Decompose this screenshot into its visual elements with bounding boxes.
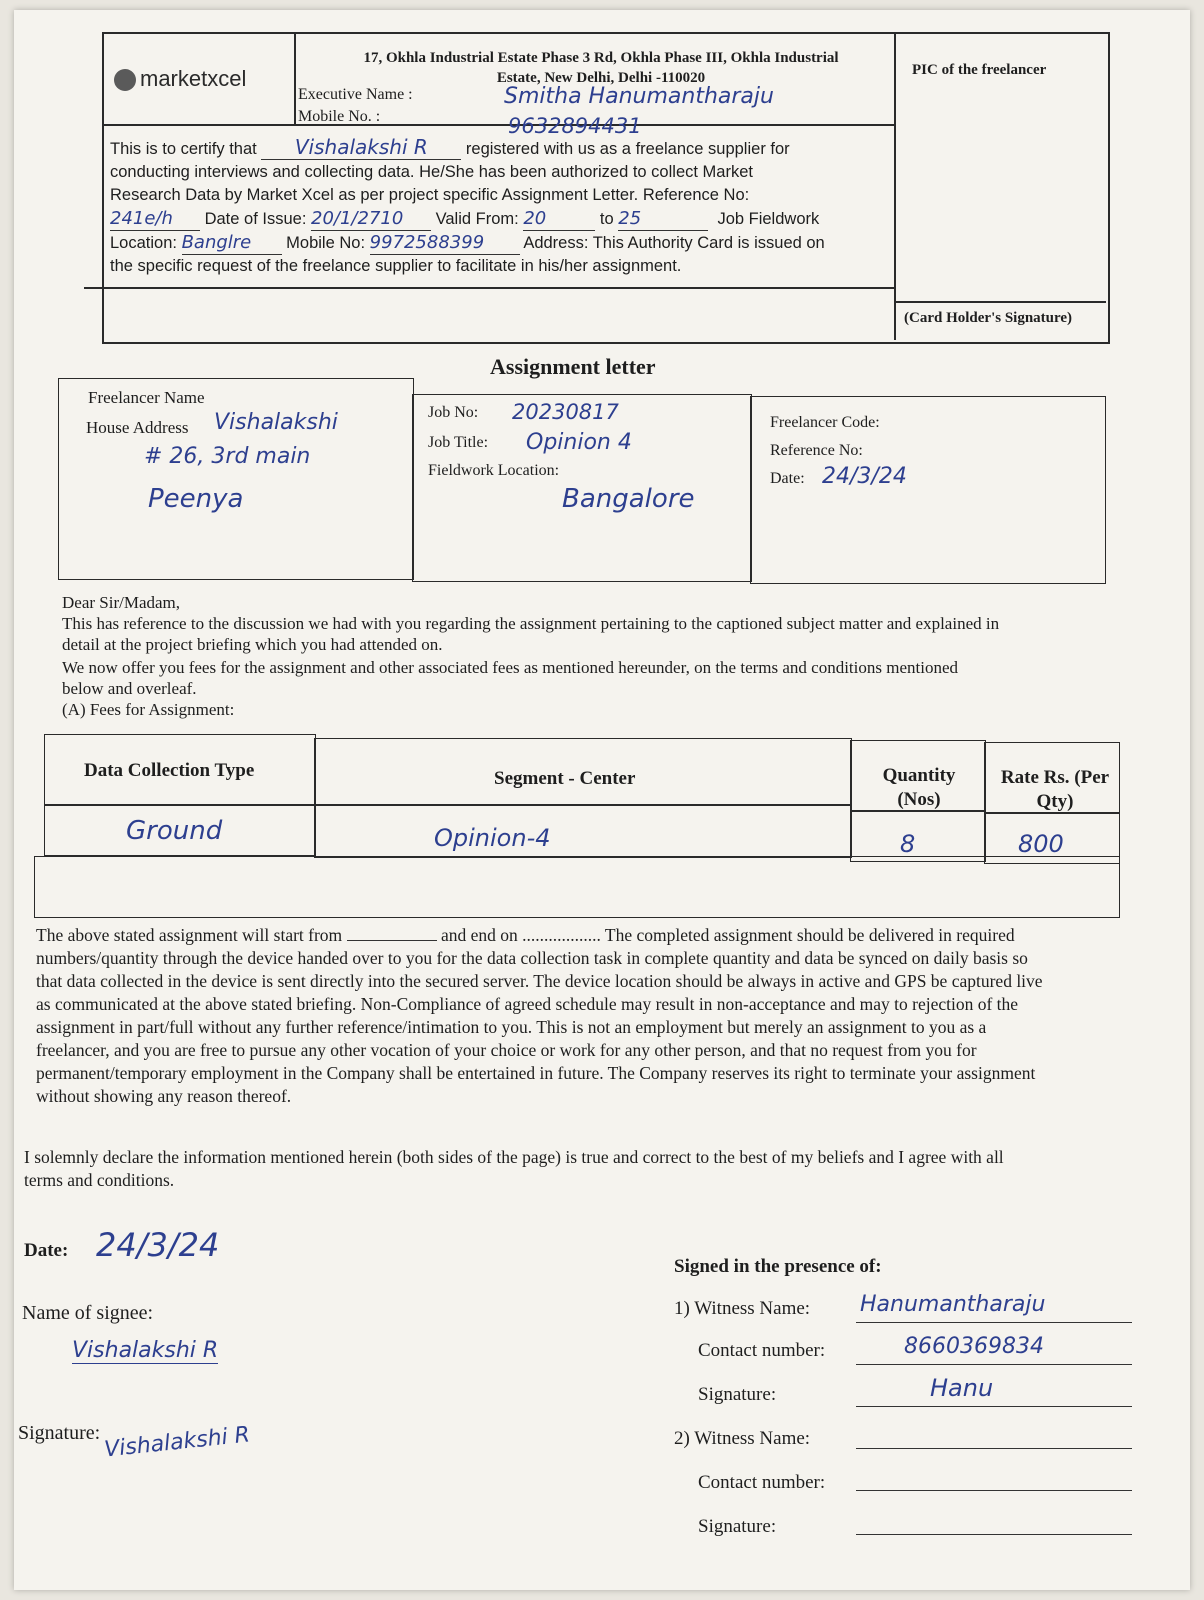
assignment-title: Assignment letter <box>490 354 656 379</box>
certified-name: Vishalakshi R <box>261 136 461 160</box>
signoff-date-label: Date: <box>24 1240 69 1261</box>
witness2-contact-label: Contact number: <box>698 1472 826 1493</box>
company-address: 17, Okhla Industrial Estate Phase 3 Rd, Okhla Phase III, Okhla Industrial Estate, New Delhi, Delhi -110020 <box>363 50 839 86</box>
witness2-name-label: 2) Witness Name: <box>674 1428 811 1449</box>
certificate-text: This is to certify that Vishalakshi R registered with us as a freelance supplier for conducting interviews and collecting data. He/She has been authorized to collect Market Research Data by Market Xcel as per project specific Assignment Letter. Reference No: 241e/h Date of Issue: 20/1/2710 Valid From: 20 to 25 Job Fieldwork Location: Banglre Mobile No: 9972588399 Address: This Authority Card is issued on the specific request of the freelance supplier to facilitate in his/her assignment. <box>110 135 825 275</box>
address-value-line1: # 26, 3rd main <box>144 444 311 469</box>
cell-segment-center: Opinion-4 <box>434 824 551 852</box>
header-segment-center: Segment - Center <box>494 768 636 789</box>
declaration: I solemnly declare the information mentioned herein (both sides of the page) is true and correct to the best of my beliefs and I agree with all terms and conditions. <box>24 1147 1004 1190</box>
signature-label: Signature: <box>18 1422 101 1444</box>
house-address-label: House Address <box>86 418 189 437</box>
freelancer-code-label: Freelancer Code: <box>770 414 880 431</box>
cert-mobile-value: 9972588399 <box>370 231 520 255</box>
exec-name-label: Executive Name : <box>298 86 413 103</box>
exec-name-value: Smitha Hanumantharaju <box>504 84 774 109</box>
document-page <box>14 10 1190 1590</box>
fees-table <box>34 734 1118 918</box>
cell-rate: 800 <box>1018 830 1064 858</box>
header-quantity: Quantity (Nos) <box>882 765 956 810</box>
job-no-label: Job No: <box>428 404 479 421</box>
valid-from-value: 20 <box>523 207 595 231</box>
witness1-contact-label: Contact number: <box>698 1340 826 1361</box>
date-of-issue-value: 20/1/2710 <box>311 207 431 231</box>
signoff-date-value: 24/3/24 <box>96 1226 220 1264</box>
cell-quantity: 8 <box>900 830 916 858</box>
witness2-signature-label: Signature: <box>698 1516 777 1537</box>
freelancer-cell <box>58 378 414 580</box>
header-rate: Rate Rs. (Per Qty) <box>1000 767 1110 812</box>
signee-label: Name of signee: <box>22 1302 154 1324</box>
date-label: Date: <box>770 470 805 487</box>
witness1-name-label: 1) Witness Name: <box>674 1298 811 1319</box>
witness1-signature-label: Signature: <box>698 1384 777 1405</box>
letter-body: Dear Sir/Madam, This has reference to the discussion we had with you regarding the assignment pertaining to the captioned subject matter and explained in detail at the project briefing which you had attended on. We now offer you fees for the assignment and other associated fees as mentioned hereunder, on the terms and conditions mentioned below and overleaf. (A) Fees for Assignment: <box>62 593 1000 719</box>
witness1-name-value: Hanumantharaju <box>860 1292 1046 1317</box>
signee-value: Vishalakshi R <box>72 1338 219 1363</box>
card-signature-label: (Card Holder's Signature) <box>904 310 1073 326</box>
date-value: 24/3/24 <box>822 464 907 489</box>
mobile-value: 9632894431 <box>508 114 642 138</box>
company-logo: marketxcel <box>114 66 246 92</box>
fieldwork-label: Fieldwork Location: <box>428 462 560 479</box>
reference-value: 241e/h <box>110 207 200 231</box>
mobile-label: Mobile No. : <box>298 108 381 125</box>
location-value: Banglre <box>182 231 282 255</box>
witness1-contact-value: 8660369834 <box>904 1334 1044 1359</box>
job-no-value: 20230817 <box>512 400 619 424</box>
cell-data-collection-type: Ground <box>126 816 223 846</box>
witness1-signature: Hanu <box>930 1374 994 1402</box>
reference-label: Reference No: <box>770 442 863 459</box>
freelancer-name-label: Freelancer Name <box>88 388 205 407</box>
freelancer-name-value: Vishalakshi <box>214 410 338 435</box>
job-title-value: Opinion 4 <box>526 430 632 455</box>
header-data-collection-type: Data Collection Type <box>84 760 255 781</box>
presence-label: Signed in the presence of: <box>674 1256 882 1277</box>
fieldwork-value: Bangalore <box>562 484 695 514</box>
pic-label: PIC of the freelancer <box>912 62 1047 78</box>
signee-signature: Vishalakshi R <box>103 1422 252 1463</box>
terms-paragraph: The above stated assignment will start from and end on .................. The completed assignment should be delivered in required numbers/quantity through the device handed over to you for the data collection task in complete quantity and data be synced on daily basis so that data collected in the device is sent directly into the secured server. The device location should be always in active and GPS be captured live as communicated at the above stated briefing. Non-Compliance of agreed schedule may result in non-acceptance and may to rejection of the assignment in part/full without any further reference/intimation to you. This is not an employment but merely an assignment to you as a freelancer, and you are free to pursue any other vocation of your choice or work for any other person, and that no request from you for permanent/temporary employment in the Company shall be entertained in future. The Company reserves its right to terminate your assignment without showing any reason thereof. <box>36 925 1043 1106</box>
address-value-line2: Peenya <box>148 484 244 514</box>
valid-to-value: 25 <box>618 207 708 231</box>
job-title-label: Job Title: <box>428 434 489 451</box>
logo-mark-icon <box>114 69 136 91</box>
